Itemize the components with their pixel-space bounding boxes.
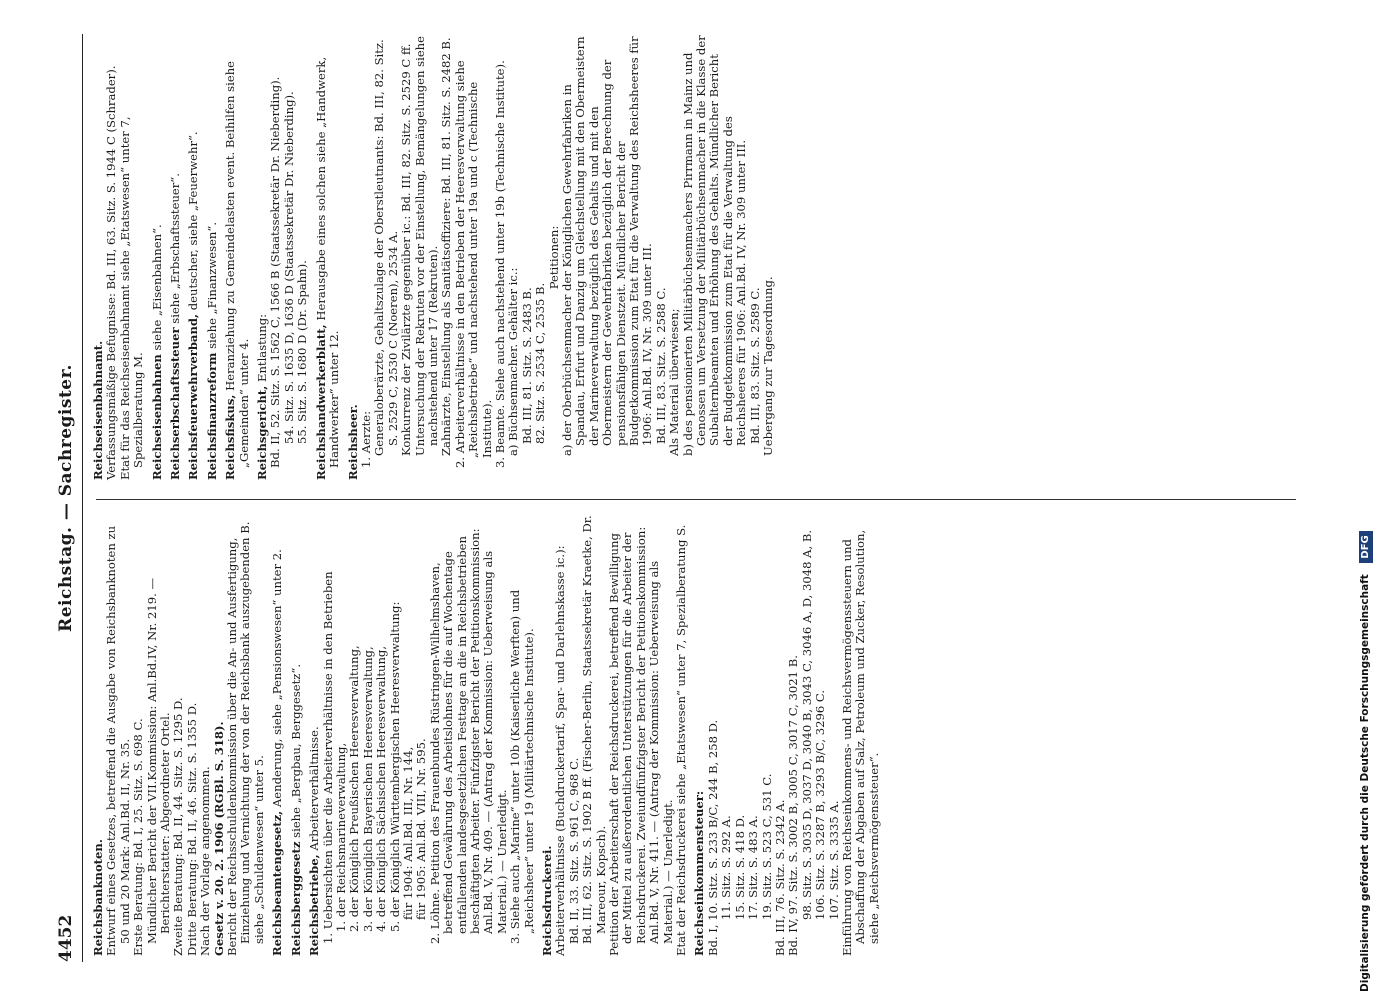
entry-reichshandwerkerblatt [315, 35, 342, 480]
entry-text: Herausgabe eines solchen siehe „Handwerk, Handwerker“ unter 12. [313, 56, 342, 468]
entry-line: 4. der Königlich Sächsischen Heeresverwaltung, [374, 645, 389, 932]
entry-line: 2. der Königlich Preußischen Heeresverwaltung, [347, 645, 362, 932]
entry-reichsfinanzreform [206, 35, 219, 480]
entry-text: siehe „Erbschaftssteuer“. [168, 173, 183, 324]
entry-line: Bd. I, 10. Sitz. S. 233 B/C, 244 B, 258 D. [705, 719, 720, 956]
entry-line: Bd. III, 83. Sitz. S. 2588 C. [653, 287, 668, 444]
entry-reichsheer [347, 35, 776, 480]
column-divider [96, 499, 1296, 500]
entry-line: Dritte Beratung: Bd. II, 46. Sitz. S. 1355 D. [184, 702, 199, 956]
entry-text: siehe „Eisenbahnen“. [149, 224, 164, 351]
entry-keyword: Reichseisenbahnen [149, 354, 164, 480]
entry-keyword: Reichshandwerkerblatt, [313, 324, 328, 480]
entry-line: 106. Sitz. S. 3287 B, 3293 B/C, 3296 C. [813, 689, 828, 920]
entry-keyword: Reichsfinanzreform [204, 352, 219, 480]
entry-reichseisenbahnen [151, 35, 164, 480]
entry-line: Konkurrenz der Zivilärzte gegenüber ic.: Bd. III, 82. Sitz. S. 2529 C ff. [399, 43, 414, 456]
entry-line: 3. Beamte. Siehe auch nachstehend unter 19b (Technische Institute). [492, 60, 507, 468]
entry-keyword: Reichseinkommensteuer: [692, 790, 707, 956]
entry-keyword: Reichseisenbahnamt. [91, 340, 105, 480]
entry-line: für 1905: Anl.Bd. VIII, Nr. 595. [414, 738, 429, 920]
entry-keyword: Reichsdruckerei. [540, 845, 554, 956]
page-number: 4452 [56, 914, 76, 962]
running-head: Reichstag. — Sachregister. [56, 364, 76, 632]
entry-keyword: Reichsfeuerwehrverband, [186, 313, 201, 480]
entry-line: Bd. II, 52. Sitz. S. 1562 C, 1566 B (Staatssekretär Dr. Nieberding). [268, 76, 283, 468]
entry-line: Generaloberärzte, Gehaltszulage der Oberstleutnants: Bd. III, 82. Sitz. S. 2529 C, 2530 C (Noeren), 2534 A. [372, 39, 400, 456]
entry-line: 15. Sitz. S. 418 D. [732, 814, 747, 920]
entry-line: Arbeiterverhältnisse (Buchdruckertarif, Spar- und Darlehnskasse ic.): [553, 545, 568, 956]
entry-line: 1. Uebersichten über die Arbeiterverhältnisse in den Betrieben [320, 571, 335, 944]
entry-line: Gesetz v. 20. 2. 1906 (RGBl. S. 318). [211, 721, 226, 956]
entry-line: Etat der Reichsdruckerei siehe „Etatswesen“ unter 7, Spezialberatung S. [674, 524, 689, 956]
entry-line: b) des pensionierten Militärbüchsenmachers Pirrmann in Mainz und Genossen um Versetzung der Militärbüchsenmacher in die Klasse der Subalternbeamten und Erhöhung des Gehalts. Mündlicher Bericht der Budgetkommission zum Etat für die Verwaltung des Reichsheeres für 1906: Anl.Bd. IV, Nr. 309 unter III. [680, 35, 749, 456]
entry-line: Bd. III, 76. Sitz. S. 2342 A. [772, 799, 787, 956]
entry-reichsberggesetz [290, 511, 303, 956]
entry-line: 1. Aerzte: [358, 410, 373, 468]
entry-line: 2. Löhne. Petition des Frauenbundes Rüstringen-Wilhelmshaven, betreffend Gewährung des Arbeitslohnes für die auf Wochentage entfallenden landesgesetzlichen Festtage an die in Reichsbetrieben beschäftigten Arbeiter. Fünfzigster Bericht der Petitionskommission: Anl.Bd. V, Nr. 409. — (Antrag der Kommission: Ueberweisung als Material.) — Unerledigt. [427, 528, 509, 944]
entry-line: Entwurf eines Gesetzes, betreffend die Ausgabe von Reichsbanknoten zu 50 und 20 Mark: Anl.Bd. II, Nr. 35. [104, 525, 132, 956]
entry-line: Petitionen: [546, 225, 561, 290]
entry-reichsbeamtengesetz [271, 511, 284, 956]
entry-line: 17. Sitz. S. 483 A. [746, 815, 761, 920]
entry-line: Uebergang zur Tagesordnung. [761, 276, 776, 456]
entry-text: Heranziehung zu Gemeindelasten event. Beihilfen siehe „Gemeinden“ unter 4. [223, 60, 251, 468]
entry-line: Mündlicher Bericht der VII.Kommission: Anl.Bd.IV, Nr. 219. — Berichterstatter: Abgeordneter Ortel. [144, 577, 173, 944]
entry-line: Bd. II, 33. Sitz. S. 961 C, 968 C. [566, 757, 581, 944]
entry-reichsdruckerei [541, 511, 688, 956]
entry-line: Erste Beratung: Bd. I, 25. Sitz. S. 698 C. [131, 718, 146, 956]
entry-line: Als Material überwiesen; [667, 308, 682, 456]
entry-line: 3. Siehe auch „Marine“ unter 10b (Kaiserliche Werften) und „Reichsheer“ unter 19 (Militärtechnische Institute). [508, 589, 536, 944]
entry-line: Bd. IV, 97. Sitz. S. 3002 B, 3005 C, 3017 C, 3021 B. [786, 655, 801, 956]
entry-line: 1. der Reichsmarineverwaltung, [333, 742, 348, 932]
entry-line: 54. Sitz. S. 1635 D, 1636 D (Staatssekretär Dr. Nieberding). [281, 91, 296, 444]
right-column [92, 35, 781, 480]
entry-line: Nach der Vorlage angenommen. [198, 766, 213, 956]
page-header [52, 34, 83, 962]
entry-line: Bd. III, 81. Sitz. S. 2483 B. [519, 287, 534, 444]
entry-line: Petition der Arbeiterschaft der Reichsdruckerei, betreffend Bewilligung der Mittel zu außerordentlichen Unterstützungen für die Arbeiter der Reichsdruckerei. Zweiundfünfzigster Bericht der Petitionskommission: Anl.Bd. V, Nr. 411. — (Antrag der Kommission: Ueberweisung als Material.) — Unerledigt. [607, 526, 675, 956]
entry-keyword: Reichsgericht, [255, 385, 270, 480]
entry-line: 3. der Königlich Bayerischen Heeresverwaltung, [360, 646, 375, 932]
entry-line: 55. Sitz. S. 1680 D (Dr. Spahn). [295, 260, 310, 444]
entry-reichsbanknoten [92, 511, 266, 956]
entry-reichseinkommensteuer [693, 511, 881, 956]
entry-line: 2. Arbeiterverhältnisse in den Betrieben der Heeresverwaltung siehe „Reichsbetriebe“ und nachstehend unter 19a und c (Technische Institute). [452, 60, 494, 468]
entry-keyword: Reichsbeamtengesetz, [270, 810, 285, 956]
entry-line: 5. der Königlich Württembergischen Heeresverwaltung: [387, 601, 402, 932]
entry-line: 82. Sitz. S. 2534 C, 2535 B. [533, 282, 548, 444]
entry-line: a) der Oberbüchsenmacher der Königlichen Gewehrfabriken in Spandau, Erfurt und Danzig um Gleichstellung mit den Obermeistern der Marineverwaltung bezüglich des Gehalts und mit den Obermeistern der Gewehrfabriken bezüglich der Berechnung der pensionsfähigen Dienstzeit. Mündlicher Bericht der Budgetkommission zum Etat für die Verwaltung des Reichsheeres für 1906: Anl.Bd. IV, Nr. 309 unter III. [560, 36, 655, 456]
entry-reichsfiskus [224, 35, 251, 480]
entry-reichsgericht [256, 35, 310, 480]
entry-keyword: Reichsbetriebe, [307, 854, 322, 956]
entry-reichseisenbahnamt [92, 35, 146, 480]
dfg-logo: DFG [1359, 531, 1373, 562]
entry-line: 107. Sitz. S. 3335 A. [826, 800, 841, 920]
entry-line: Zahnärzte, Einstellung als Sanitätsoffiziere: Bd. III, 81. Sitz. S. 2482 B. [439, 37, 454, 456]
entry-line: Einführung von Reichseinkommens- und Reichsvermögenssteuern und Abschaffung der Abgaben auf Salz, Petroleum und Zucker, Resolution, siehe „Reichsvermögenssteuer“. [839, 529, 881, 956]
entry-line: Verfassungsmäßige Befugnisse: Bd. III, 63. Sitz. S. 1944 C (Schrader). [104, 65, 119, 480]
entry-line: Bd. III, 83. Sitz. S. 2589 C. [747, 287, 762, 444]
entry-line: Untersuchung der Rekruten vor der Einstellung, Bemängelungen siehe nachstehend unter 17 (Rekruten). [412, 35, 440, 456]
entry-line: Bericht der Reichsschuldenkommission über die An- und Ausfertigung, Einziehung und Vernichtung der von der Reichsbank auszugebenden B. siehe „Schuldenwesen“ unter 5. [225, 521, 266, 956]
entry-keyword: Reichserbschaftssteuer [168, 327, 183, 480]
entry-line: 19. Sitz. S. 523 C, 531 C. [759, 773, 774, 920]
entry-line: für 1904: Anl.Bd. III, Nr. 144, [400, 746, 415, 920]
entry-text: siehe „Finanzwesen“. [204, 221, 219, 349]
entry-keyword: Reichsberggesetz [288, 841, 303, 956]
entry-text: Aenderung, siehe „Pensionswesen“ unter 2. [270, 549, 285, 808]
entry-keyword: Reichsbanknoten. [91, 839, 105, 956]
digitization-stamp [1354, 8, 1376, 992]
entry-keyword: Reichsheer. [345, 404, 360, 480]
entry-line: a) Büchsenmacher. Gehälter ic.: [506, 267, 521, 456]
entry-line: 11. Sitz. S. 292 A. [719, 815, 734, 920]
entry-text: Arbeiterverhältnisse. [307, 726, 322, 851]
entry-line: Zweite Beratung: Bd. II, 44. Sitz. S. 1295 D. [171, 697, 186, 956]
entry-line: Bd. III, 62. Sitz. S. 1902 B ff. (Fischer-Berlin, Staatssekretär Kraetke, Dr. Mareour, Kopsch). [580, 515, 608, 944]
entry-text: deutscher, siehe „Feuerwehr“. [186, 131, 201, 311]
entry-line: Etat für das Reichseisenbahnamt siehe „Etatswesen“ unter 7, Spezialberatung M. [117, 116, 146, 480]
digitization-note: Digitalisierung gefördert durch die Deutsche Forschungsgemeinschaft [1359, 574, 1371, 992]
entry-keyword: Reichsfiskus, [223, 394, 238, 480]
entry-text: Entlastung: [255, 313, 270, 382]
entry-text: siehe „Bergbau, Berggesetz“. [288, 663, 303, 838]
entry-line: 98. Sitz. S. 3035 D, 3037 D, 3040 B, 3043 C, 3046 A, D, 3048 A, B. [799, 529, 814, 920]
entry-reichsfeuerwehrverband [187, 35, 200, 480]
entry-reichsbetriebe [308, 511, 536, 956]
left-column [92, 511, 886, 956]
entry-reichserbschaftssteuer [169, 35, 182, 480]
